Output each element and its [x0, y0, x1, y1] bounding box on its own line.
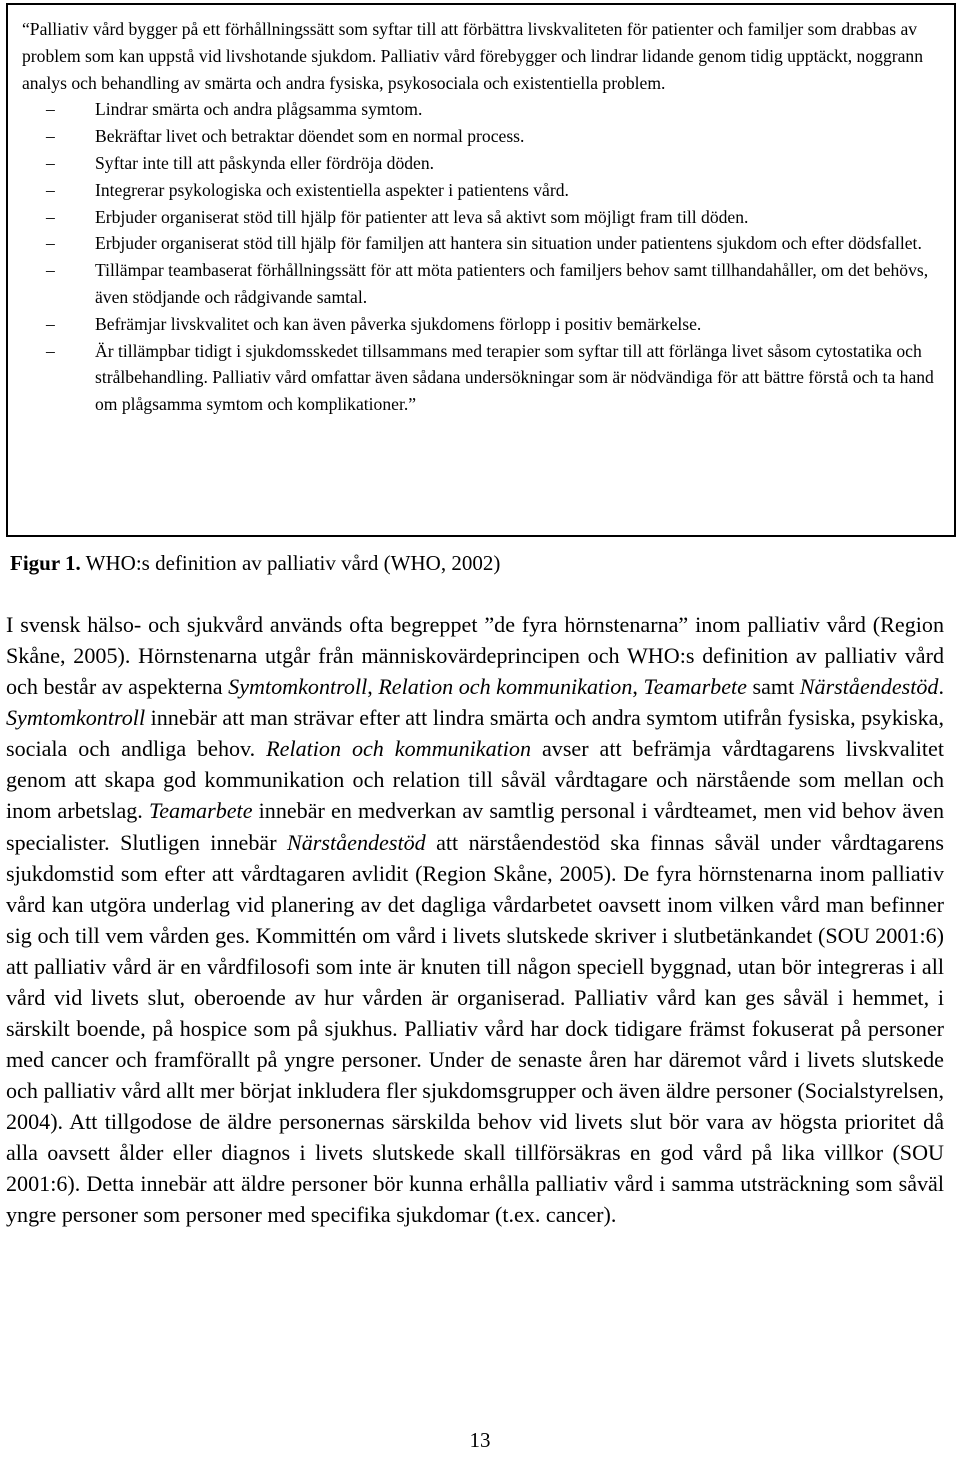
body-text-segment: I svensk hälso- och sjukvård används ofta begreppet ”de fyra hörnstenarna” inom palliativ vård (Region Skåne, 2005). Hörnstenarna utgår från människovärdeprincipen och WHO:s definition av palliativ vård och består av aspekterna: [6, 612, 944, 700]
term-relation-och-kommunikation: Relation och kommunikation: [378, 674, 633, 700]
dash-bullet: –: [46, 233, 55, 254]
list-item-text: Syftar inte till att påskynda eller fördröja döden.: [95, 152, 435, 173]
term-relation-och-kommunikation: Relation och kommunikation: [266, 736, 532, 762]
dash-bullet: –: [46, 313, 55, 334]
list-item-text: Tillämpar teambaserat förhållningssätt för att möta patienters och familjers behov samt tillhandahåller, om det behövs, även stödjande och rådgivande samtal.: [95, 260, 929, 307]
list-item: [22, 204, 946, 231]
who-definition-intro: “Palliativ vård bygger på ett förhållningssätt som syftar till att förbättra livskvaliteten för patienter och familjer som drabbas av problem som kan uppstå vid livshotande sjukdom. Palliativ vård förebygger och lindrar lidande genom tidig upptäckt, noggrann analys och behandling av smärta och andra fysiska, psykosociala och existentiella problem.: [22, 19, 924, 93]
body-text-segment: innebär en medverkan av samtlig personal i vårdteamet, men vid behov även specialister. Slutligen innebär: [6, 798, 945, 855]
list-item-text: Bekräftar livet och betraktar döendet som en normal process.: [95, 126, 525, 147]
list-item-text: Befrämjar livskvalitet och kan även påverka sjukdomens förlopp i positiv bemärkelse.: [95, 313, 702, 334]
list-item: [22, 177, 946, 204]
list-item: [22, 257, 946, 311]
dash-bullet: –: [46, 126, 55, 147]
who-definition-box: [6, 3, 956, 537]
term-narstaendestod: Närståendestöd: [799, 674, 939, 700]
body-text-segment: ,: [367, 674, 379, 700]
dash-bullet: –: [46, 260, 55, 281]
who-definition-list: [22, 96, 946, 418]
body-text-segment: innebär att man strävar efter att lindra smärta och andra symtom utifrån fysiska, psykiska, sociala och andliga behov.: [6, 705, 944, 762]
body-paragraph: [6, 609, 944, 1231]
list-item-text: Erbjuder organiserat stöd till hjälp för patienter att leva så aktivt som möjligt fram till döden.: [95, 206, 749, 227]
list-item-text: Lindrar smärta och andra plågsamma symtom.: [95, 99, 423, 120]
dash-bullet: –: [46, 152, 55, 173]
list-item: [22, 338, 946, 418]
list-item-text: Erbjuder organiserat stöd till hjälp för familjen att hantera sin situation under patientens sjukdom och efter dödsfallet.: [95, 233, 922, 254]
page-number: 13: [469, 1428, 491, 1452]
list-item: [22, 123, 946, 150]
list-item: [22, 150, 946, 177]
term-symtomkontroll: Symtomkontroll: [228, 674, 368, 700]
body-text-segment: ,: [632, 674, 644, 700]
figure-caption-text: WHO:s definition av palliativ vård (WHO, 2002): [80, 551, 501, 575]
term-narstaendestod: Närståendestöd: [286, 829, 426, 855]
list-item: [22, 96, 946, 123]
dash-bullet: –: [46, 99, 55, 120]
dash-bullet: –: [46, 206, 55, 227]
term-teamarbete: Teamarbete: [148, 798, 253, 824]
dash-bullet: –: [46, 179, 55, 200]
list-item: [22, 311, 946, 338]
figure-caption: [10, 546, 500, 580]
term-symtomkontroll: Symtomkontroll: [6, 705, 146, 731]
body-text-segment: avser att befrämja vårdtagarens livskvalitet genom att skapa god kommunikation och relation till såväl vårdtagare och närstående som mellan och inom arbetslag.: [6, 736, 944, 824]
body-text-segment: att närståendestöd ska finnas såväl under vårdtagarens sjukdomstid som efter att vårdtagaren avlidit (Region Skåne, 2005). De fyra hörnstenarna inom palliativ vård kan utgöra underlag vid planering av det dagliga vårdarbetet oavsett inom vilken vård man befinner sig och till vem vården ges. Kommittén om vård i livets slutskede skriver i slutbetänkandet (SOU 2001:6) att palliativ vård är en vårdfilosofi som inte är knuten till någon speciell byggnad, utan bör integreras i all vård vid livets slut, oberoende av hur vården är organiserad. Palliativ vård kan ges såväl i hemmet, i särskilt boende, på hospice som på sjukhus. Palliativ vård har dock tidigare främst fokuserat på personer med cancer och framförallt på yngre personer. Under de senaste åren har däremot vård i livets slutskede och palliativ vård allt mer börjat inkludera fler sjukdomsgrupper och även äldre personer (Socialstyrelsen, 2004). Att tillgodose de äldre personernas särskilda behov vid livets slut bör vara av högsta prioritet då alla oavsett ålder eller diagnos i livets slutskede skall tillförsäkras en god vård på lika villkor (SOU 2001:6). Detta innebär att äldre personer bör kunna erhålla palliativ vård i samma utsträckning som såväl yngre personer som personer med specifika sjukdomar (t.ex. cancer).: [6, 829, 944, 1228]
body-text-segment: .: [938, 674, 945, 700]
list-item: [22, 230, 946, 257]
dash-bullet: –: [46, 340, 55, 361]
list-item-text: Är tillämpbar tidigt i sjukdomsskedet tillsammans med terapier som syftar till att förlänga livet såsom cytostatika och strålbehandling. Palliativ vård omfattar även sådana undersökningar som är nödvändiga för att bättre förstå och ta hand om plågsamma symtom och komplikationer.”: [95, 340, 934, 415]
term-teamarbete: Teamarbete: [643, 674, 747, 700]
body-text-segment: samt: [746, 674, 800, 700]
figure-label: Figur 1.: [10, 551, 81, 575]
list-item-text: Integrerar psykologiska och existentiella aspekter i patientens vård.: [95, 179, 569, 200]
